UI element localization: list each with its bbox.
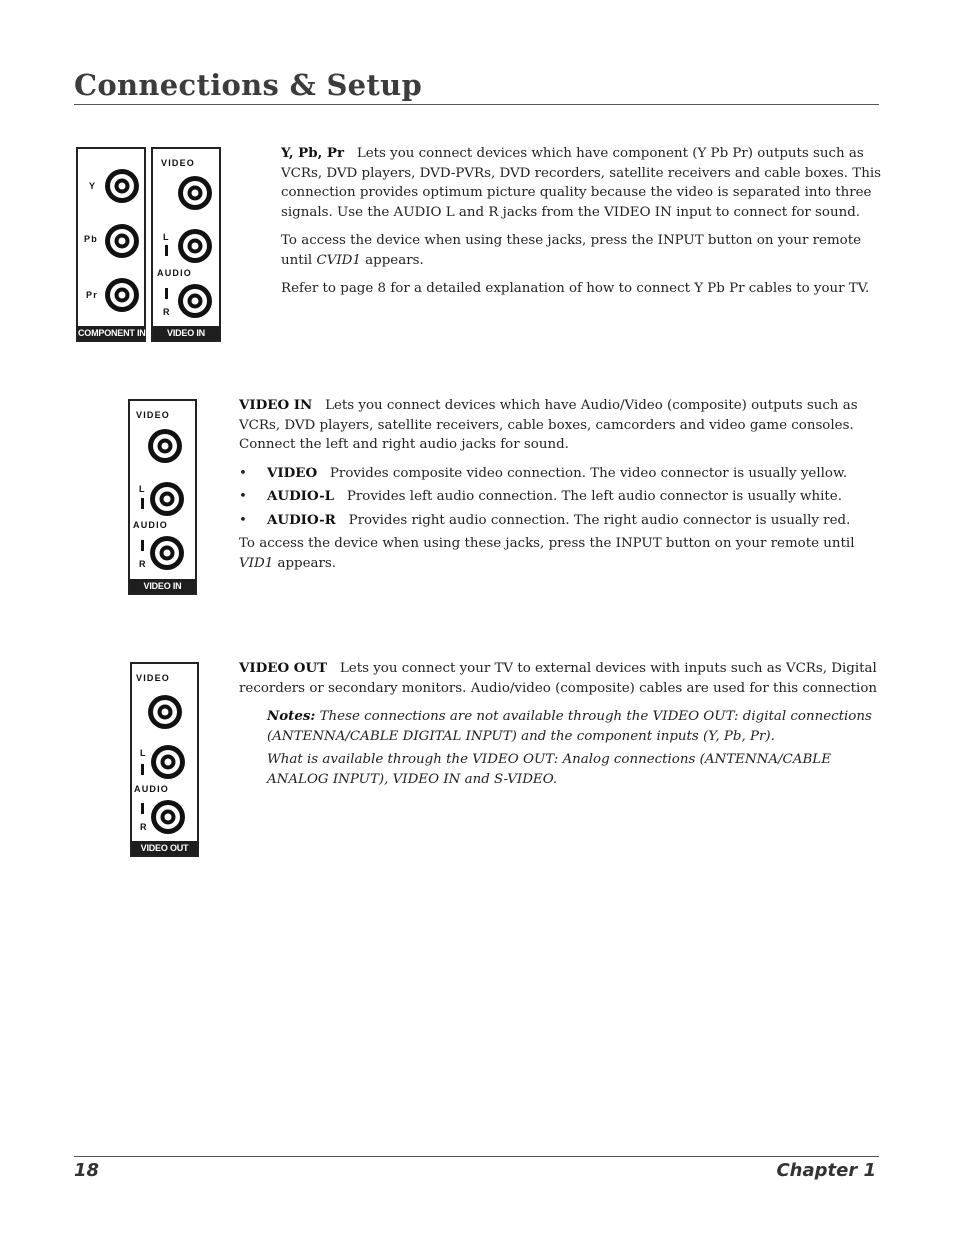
jack-pb: [103, 222, 141, 260]
bullet-term: VIDEO: [267, 464, 318, 481]
notes-label: Notes:: [267, 708, 316, 724]
jack-label-audio: AUDIO: [133, 520, 168, 530]
video-out-intro-paragraph: [239, 659, 881, 698]
audio-l-bar: [141, 764, 144, 775]
component-access-text: To access the device when using these jacks, press the INPUT button on your remote until: [281, 233, 862, 268]
jack-audio-l: [149, 743, 187, 781]
audio-r-bar: [141, 803, 144, 814]
footer-rule: [74, 1156, 879, 1157]
jack-audio-r: [148, 534, 186, 572]
jack-label-audio: AUDIO: [134, 784, 169, 794]
jack-video: [176, 174, 214, 212]
component-access-suffix: appears.: [360, 252, 424, 268]
audio-l-bar: [141, 498, 144, 509]
video-in-access-input-name: VID1: [239, 555, 274, 571]
video-out-heading: VIDEO OUT: [239, 660, 328, 676]
video-in-intro-paragraph: [239, 396, 881, 455]
bullet-mark: •: [239, 489, 247, 504]
bullet-mark: •: [239, 465, 247, 481]
jack-label-audio: AUDIO: [157, 268, 192, 278]
panel-footer-video-out: VIDEO OUT: [132, 841, 197, 855]
video-out-text: [239, 659, 881, 793]
bullet-term: AUDIO-R: [267, 511, 336, 528]
component-access-input-name: CVID1: [316, 252, 361, 268]
jack-pr: [103, 276, 141, 314]
jack-audio-r: [149, 798, 187, 836]
audio-r-bar: [141, 540, 144, 551]
video-out-intro: Lets you connect your TV to external devices with inputs such as VCRs, Digital recorders or secondary monitors. Audio/video (composite) cables are used for this connection: [239, 661, 878, 696]
video-in-access-suffix: appears.: [273, 555, 337, 571]
video-in-bullet-list: [239, 464, 881, 531]
list-item: [239, 511, 881, 531]
jack-label-video: VIDEO: [136, 673, 171, 683]
video-in-text: [239, 396, 881, 582]
video-in-access-paragraph: [239, 534, 881, 573]
list-item: [239, 464, 881, 484]
video-out-notes: [239, 707, 881, 789]
video-in-access-text: To access the device when using these jacks, press the INPUT button on your remote until: [239, 536, 855, 551]
jack-label-r: R: [140, 822, 148, 832]
chapter-label: Chapter 1: [776, 1160, 876, 1181]
list-item: [239, 487, 881, 507]
note-1: [267, 707, 881, 746]
jack-label-pb: Pb: [84, 234, 98, 244]
jack-label-r: R: [163, 307, 171, 317]
title-rule: [74, 104, 879, 105]
page-number: 18: [74, 1160, 100, 1181]
note-1-text: These connections are not available through the VIDEO OUT: digital connections (ANTENNA/CABLE DIGITAL INPUT) and the component inputs (Y, Pb, Pr).: [267, 709, 872, 744]
jack-label-video: VIDEO: [161, 158, 196, 168]
jack-audio-l: [176, 227, 214, 265]
component-in-panel: [76, 147, 146, 342]
jack-label-pr: Pr: [86, 290, 98, 300]
video-in-heading: VIDEO IN: [239, 397, 313, 413]
video-out-panel: [130, 662, 199, 857]
component-refer: Refer to page 8 for a detailed explanation of how to connect Y Pb Pr cables to your TV.: [281, 281, 870, 296]
panel-footer-component-in: COMPONENT IN: [78, 328, 146, 338]
component-intro: Lets you connect devices which have component (Y Pb Pr) outputs such as VCRs, DVD players, DVD-PVRs, DVD recorders, satellite receivers and cable boxes. This connection provides optimum picture quality because the video is separated into three signals. Use the AUDIO L and R jacks from the VIDEO IN input to connect for sound.: [281, 146, 882, 220]
bullet-desc: Provides left audio connection. The left audio connector is usually white.: [346, 489, 842, 504]
component-access-paragraph: [281, 231, 881, 270]
jack-label-l: L: [140, 748, 147, 758]
video-in-panel: [128, 399, 197, 595]
jack-y: [103, 167, 141, 205]
jack-audio-r: [176, 282, 214, 320]
audio-r-bar: [165, 288, 168, 299]
jack-label-l: L: [163, 232, 170, 242]
jack-video: [146, 427, 184, 465]
audio-l-bar: [165, 245, 168, 256]
bullet-mark: •: [239, 512, 247, 528]
component-intro-paragraph: [281, 144, 881, 222]
jack-audio-l: [148, 480, 186, 518]
jack-label-video: VIDEO: [136, 410, 171, 420]
bullet-desc: Provides right audio connection. The right audio connector is usually red.: [348, 512, 851, 528]
video-in-panel-top: [151, 147, 221, 342]
component-text: [281, 144, 881, 308]
page-title: Connections & Setup: [74, 68, 423, 102]
panel-footer-video-in: VIDEO IN: [130, 579, 195, 593]
jack-video: [146, 693, 184, 731]
panel-footer-video-in: VIDEO IN: [153, 326, 219, 340]
jack-label-y: Y: [89, 181, 97, 191]
note-2: What is available through the VIDEO OUT: Analog connections (ANTENNA/CABLE ANALOG INPUT), VIDEO IN and S-VIDEO.: [267, 752, 831, 787]
component-heading: Y, Pb, Pr: [281, 145, 345, 161]
jack-label-l: L: [139, 484, 146, 494]
bullet-term: AUDIO-L: [267, 488, 335, 504]
jack-label-r: R: [139, 559, 147, 569]
video-in-intro: Lets you connect devices which have Audio/Video (composite) outputs such as VCRs, DVD players, satellite receivers, cable boxes, camcorders and video game consoles. Connect the left and right audio jacks for sound.: [239, 398, 858, 452]
bullet-desc: Provides composite video connection. The video connector is usually yellow.: [329, 465, 848, 481]
